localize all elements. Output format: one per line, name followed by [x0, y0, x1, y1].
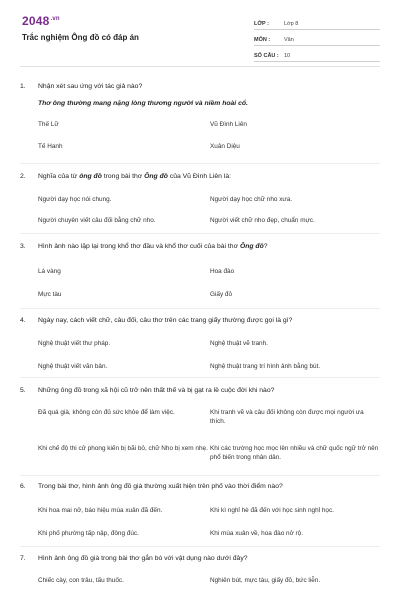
header-divider: [20, 66, 380, 67]
option-c[interactable]: Khi chế độ thi cử phong kiến bị bãi bỏ, chữ Nho bị xem nhẹ.: [38, 444, 208, 452]
options: [38, 396, 382, 476]
stem-emphasis: Ông đồ: [239, 243, 264, 250]
question-text: [20, 242, 382, 252]
question-divider: [20, 308, 380, 309]
meta-value: Lớp 8: [284, 21, 299, 27]
option-c[interactable]: Tế Hanh: [38, 142, 63, 150]
option-d[interactable]: Khi mùa xuân về, hoa đào nở rộ.: [210, 529, 304, 537]
option-c[interactable]: Nghệ thuật viết văn bản.: [38, 362, 108, 370]
page-header: [0, 0, 400, 64]
question-2: [20, 172, 382, 230]
option-a[interactable]: Thế Lữ: [38, 120, 59, 128]
option-a[interactable]: Chiếc cày, con trâu, tấu thuốc.: [38, 576, 124, 584]
option-b[interactable]: Khi kì nghỉ hè đã đến với học sinh nghỉ học.: [210, 506, 334, 514]
stem-part: của Vũ Đình Liên là:: [167, 173, 232, 180]
option-b[interactable]: Nghệ thuật vẽ tranh.: [210, 339, 268, 347]
question-stem: Nhận xét sau ứng với tác giả nào?: [38, 83, 143, 90]
question-stem: Ngày nay, cách viết chữ, câu đối, câu thơ trên các trang giấy thường được gọi là gì?: [38, 317, 293, 324]
options: [38, 182, 382, 230]
question-stem: [38, 172, 382, 182]
question-stem: Trong bài thơ, hình ảnh ông đồ già thường xuất hiện trên phố vào thời điểm nào?: [38, 483, 283, 490]
question-stem: Những ông đồ trong xã hội cũ trở nên thất thế và bị gạt ra lề cuộc đời khi nào?: [38, 387, 275, 394]
question-stem: [38, 242, 382, 252]
question-divider: [20, 475, 380, 476]
stem-part: Nghĩa của từ: [38, 173, 80, 180]
page-title: Trắc nghiệm Ông đồ có đáp án: [22, 33, 139, 42]
stem-part: ?: [263, 243, 268, 250]
question-text: [20, 316, 382, 326]
question-number: 5.: [20, 387, 26, 394]
question-1: [20, 82, 382, 157]
option-a[interactable]: Khi hoa mai nở, báo hiệu mùa xuân đã đến.: [38, 506, 163, 514]
stem-emphasis: ông đồ: [79, 173, 102, 180]
option-b[interactable]: Nghiên bút, mực tàu, giấy đỏ, bức liễn.: [210, 576, 321, 584]
question-divider: [20, 233, 380, 234]
question-text: [20, 482, 382, 492]
logo-text: 2048: [22, 14, 50, 28]
question-text: [20, 554, 382, 564]
stem-part: trong bài thơ: [101, 173, 145, 180]
question-number: 3.: [20, 243, 26, 250]
question-number: 2.: [20, 173, 26, 180]
option-d[interactable]: Xuân Diệu: [210, 142, 240, 150]
question-stem: Hình ảnh ông đồ già trong bài thơ gắn bó với vật dụng nào dưới đây?: [38, 555, 248, 562]
meta-key: LỚP :: [254, 21, 269, 27]
meta-row-count: [254, 46, 380, 62]
option-d[interactable]: Nghệ thuật trang trí hình ảnh bằng bút.: [210, 362, 321, 370]
question-4: [20, 316, 382, 376]
question-number: 1.: [20, 83, 26, 90]
option-d[interactable]: Khi các trường học mọc lên nhiều và chữ quốc ngữ trở nên phổ biến trong nhân dân.: [210, 444, 379, 462]
option-c[interactable]: Mực tàu: [38, 290, 62, 298]
question-number: 7.: [20, 555, 26, 562]
question-divider: [20, 163, 380, 164]
question-text: [20, 82, 382, 92]
question-text: [20, 386, 382, 396]
meta-key: MÔN :: [254, 37, 271, 43]
meta-key: SỐ CÂU :: [254, 53, 279, 59]
question-number: 4.: [20, 317, 26, 324]
site-logo[interactable]: [22, 14, 60, 28]
meta-value: Văn: [284, 37, 294, 43]
option-c[interactable]: Người chuyên viết câu đối bằng chữ nho.: [38, 216, 156, 224]
option-b[interactable]: Người dạy học chữ nho xưa.: [210, 195, 293, 203]
meta-value: 10: [284, 53, 291, 59]
option-a[interactable]: Nghệ thuật viết thư pháp.: [38, 339, 111, 347]
option-a[interactable]: Lá vàng: [38, 267, 61, 275]
document-meta: [254, 14, 380, 62]
option-b[interactable]: Vũ Đình Liên: [210, 120, 247, 128]
stem-part: Hình ảnh nào lặp lại trong khổ thơ đầu và khổ thơ cuối của bài thơ: [38, 243, 240, 250]
option-d[interactable]: Giấy đỏ: [210, 290, 233, 298]
options: [38, 326, 382, 376]
question-quote: Thơ ông thường mang nặng lòng thương người và niềm hoài cổ.: [38, 99, 248, 107]
question-divider: [20, 546, 380, 547]
meta-row-subject: [254, 30, 380, 46]
question-number: 6.: [20, 483, 26, 490]
question-7: [20, 554, 382, 598]
question-text: [20, 172, 382, 182]
options: [38, 564, 382, 598]
option-c[interactable]: Khi phố phường tấp nập, đông đúc.: [38, 529, 139, 537]
option-b[interactable]: Hoa đào: [210, 267, 235, 275]
question-divider: [20, 377, 380, 378]
option-d[interactable]: Người viết chữ nho đẹp, chuẩn mực.: [210, 216, 315, 224]
option-a[interactable]: Đã quá già, không còn đủ sức khỏe để làm việc.: [38, 408, 175, 416]
option-a[interactable]: Người dạy học nói chung.: [38, 195, 112, 203]
question-3: [20, 242, 382, 308]
options: [38, 492, 382, 542]
logo-suffix: .vn: [50, 16, 60, 22]
options: [38, 107, 382, 157]
options: [38, 252, 382, 308]
option-b[interactable]: Khi tranh vẽ và câu đối không còn được mọi người ưa thích.: [210, 408, 364, 426]
question-6: [20, 482, 382, 542]
meta-row-class: [254, 14, 380, 30]
stem-emphasis: Ông đồ: [144, 173, 168, 180]
question-5: [20, 386, 382, 476]
